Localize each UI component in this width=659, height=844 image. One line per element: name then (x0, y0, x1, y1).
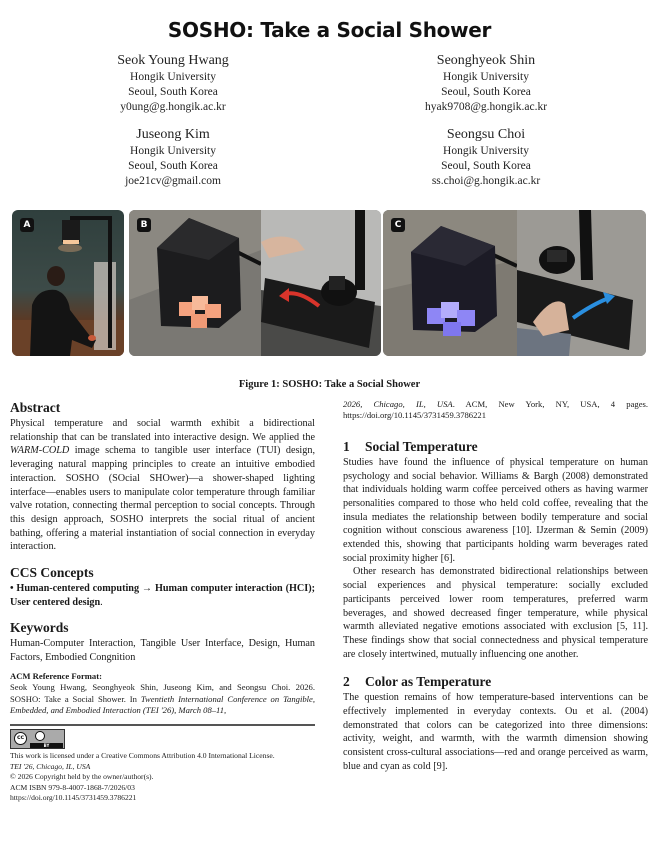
abstract-text-part: image schema to tangible user interface (TUI) design, leveraging natural mapping principles to create an intuitive embodied interaction. SOSHO (SOcial SHOwer)—a shower-shaped lighting interface—enables users to manipulate color temperature through familiar valve rotation, connecting thermal perception to social concepts. Through this design approach, SOSHO interprets the social ritual of ancient bathing, offering a material instantiation of social connection in everyday interaction. (10, 445, 315, 553)
section-1-heading (343, 438, 648, 456)
author-block (53, 126, 293, 189)
section-2-paragraph: The question remains of how temperature-based interventions can be effectively implemented in everyday contexts. Ou et al. (2004) demonstrated that colors can be categorized into three dimensions: activity, weight, and warmth, with the warmth dimension showing consistent cross-cultural associations—red and orange perceived as warm, blue and cyan as cold [9]. (343, 692, 648, 772)
figure-panel-a (12, 210, 124, 356)
author-email[interactable]: y0ung@g.hongik.ac.kr (120, 101, 226, 113)
cold-lamp-illustration (383, 210, 646, 356)
left-column (10, 399, 315, 804)
acm-ref-venue: Twentieth International Conference on Tangible, Embedded, and Embodied Interaction (TEI '26), March 08–11, (10, 693, 315, 716)
ccs-concepts: • Human-centered computing → Human computer interaction (HCI); User centered design (10, 583, 315, 608)
copyright-line: © 2026 Copyright held by the owner/author(s). (10, 772, 154, 782)
ccs-suffix: . (100, 596, 103, 608)
paper-title: SOSHO: Take a Social Shower (167, 18, 492, 42)
section-title: Color as Temperature (365, 674, 492, 690)
doi-link[interactable]: https://doi.org/10.1145/3731459.3786221 (10, 793, 137, 803)
cc-icon: cc (14, 732, 27, 745)
author-name: Juseong Kim (136, 127, 210, 142)
figure-panel-b (129, 210, 381, 356)
acm-ref-venue-end: 2026, Chicago, IL, USA (343, 399, 453, 409)
author-affiliation: Hongik University (443, 71, 529, 83)
author-location: Seoul, South Korea (441, 160, 531, 172)
author-block (53, 52, 293, 115)
author-email[interactable]: joe21cv@gmail.com (125, 175, 221, 187)
right-column (343, 399, 648, 774)
isbn-line: ACM ISBN 979-8-4007-1868-7/2026/03 (10, 782, 135, 792)
footnote-divider (10, 724, 315, 726)
author-location: Seoul, South Korea (128, 86, 218, 98)
section-number: 2 (343, 674, 350, 690)
author-affiliation: Hongik University (130, 71, 216, 83)
attribution-person-icon (35, 731, 45, 741)
panel-label-a: A (20, 218, 34, 232)
keywords-text: Human-Computer Interaction, Tangible User Interface, Design, Human Factors, Embodied Congnition (10, 638, 315, 664)
author-affiliation: Hongik University (443, 145, 529, 157)
by-label: BY (30, 743, 63, 748)
author-location: Seoul, South Korea (128, 160, 218, 172)
section-1-paragraph: Other research has demonstrated bidirectional relationships between social experiences and physical temperature: socially excluded participants perceived lower room temperatures, preferred warm beverages, and showed decreased finger temperature, while physical warmth alleviated negative emotions associated with exclusion [5, 11]. These findings show that social connectedness and physical temperature are closely intertwined, mutually influencing one another. (343, 566, 648, 660)
ccs-heading: CCS Concepts (10, 565, 94, 581)
section-number: 1 (343, 438, 350, 454)
figure-panel-c (383, 210, 646, 356)
author-location: Seoul, South Korea (441, 86, 531, 98)
figure-caption: Figure 1: SOSHO: Take a Social Shower (238, 379, 421, 390)
author-affiliation: Hongik University (130, 145, 216, 157)
acm-ref-publisher: . ACM, New York, NY, USA, 4 pages. https://doi.org/10.1145/3731459.3786221 (343, 399, 648, 421)
author-email[interactable]: ss.choi@g.hongik.ac.kr (431, 175, 541, 187)
abstract-emphasis: WARM-COLD (10, 445, 70, 457)
panel-label-c: C (391, 218, 405, 232)
keywords-heading: Keywords (10, 620, 69, 636)
license-venue: TEI '26, Chicago, IL, USA (10, 761, 91, 771)
license-statement[interactable]: This work is licensed under a Creative Commons Attribution 4.0 International License. (10, 750, 275, 760)
abstract-text-part: Physical temperature and social warmth exhibit a bidirectional relationship that can be translated into interactive design. We applied the (10, 418, 315, 443)
abstract-text (10, 417, 315, 554)
author-email[interactable]: hyak9708@g.hongik.ac.kr (424, 101, 548, 113)
acm-ref-text (10, 682, 315, 716)
acm-ref-continuation (343, 399, 648, 422)
acm-ref-plain: Seok Young Hwang, Seonghyeok Shin, Juseong Kim, and Seongsu Choi. 2026. SOSHO: Take a Social Shower. In (10, 682, 315, 704)
author-name: Seongsu Choi (446, 127, 526, 142)
license-block (10, 751, 315, 804)
abstract-heading: Abstract (10, 400, 61, 415)
section-title: Social Temperature (365, 438, 478, 454)
author-block (366, 52, 606, 115)
acm-ref-heading: ACM Reference Format: (10, 670, 102, 681)
section-1-paragraph: Studies have found the influence of physical temperature on human psychology and social behavior. Williams & Bargh (2008) demonstrated that individuals holding warm coffee perceived others as having warmer personalities compared to those who held cold coffee, revealing that the insula mediates the relationship between bodily temperature and social cognition without conscious awareness [10]. IJzerman & Semin (2009) extended this, showing that participants holding warm beverages rated social proximity higher [6]. (343, 456, 648, 564)
author-block (366, 126, 606, 189)
section-2-heading (343, 673, 648, 691)
cc-by-license-badge[interactable] (10, 729, 65, 749)
author-name: Seonghyeok Shin (436, 53, 536, 68)
warm-lamp-illustration (129, 210, 381, 356)
ccs-text (10, 582, 315, 609)
panel-label-b: B (137, 218, 151, 232)
author-name: Seok Young Hwang (117, 53, 229, 68)
